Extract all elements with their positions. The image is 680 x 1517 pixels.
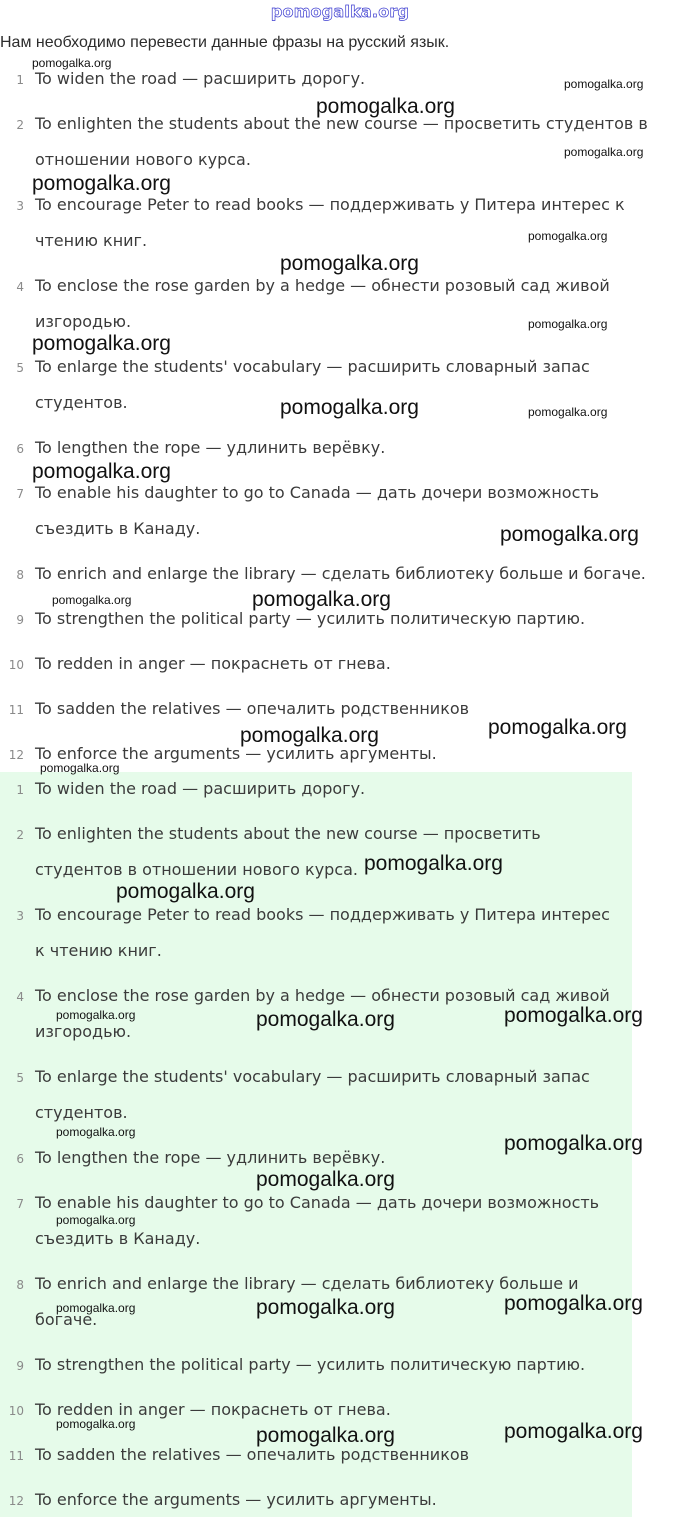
original-phrase-line: To enrich and enlarge the library — сделать библиотеку больше и богаче. [35, 564, 646, 583]
watermark-text-small: pomogalka.org [528, 317, 608, 331]
answer-phrase-line: To encourage Peter to read books — поддерживать у Питера интерес [35, 905, 610, 924]
answer-phrase-line: To enclose the rose garden by a hedge — обнести розовый сад живой [35, 986, 610, 1005]
answer-phrase-line: студентов в отношении нового курса. [35, 860, 359, 879]
answer-phrase-line: To enable his daughter to go to Canada — дать дочери возможность [35, 1193, 600, 1212]
answer-item-number: 2 [16, 828, 24, 842]
original-phrase-line: To lengthen the rope — удлинить верёвку. [35, 438, 386, 457]
watermark-text: pomogalka.org [256, 1424, 395, 1447]
watermark-text-small: pomogalka.org [528, 229, 608, 243]
watermark-text: pomogalka.org [32, 332, 171, 355]
watermark-text: pomogalka.org [32, 460, 171, 483]
original-phrase-line: отношении нового курса. [35, 150, 251, 169]
original-item-number: 3 [16, 199, 24, 213]
answer-item-number: 11 [8, 1449, 24, 1463]
watermark-text-small: pomogalka.org [564, 77, 644, 91]
watermark-text: pomogalka.org [32, 172, 171, 195]
watermark-text: pomogalka.org [504, 1004, 643, 1027]
original-item-number: 10 [8, 658, 24, 672]
original-item-number: 1 [16, 73, 24, 87]
original-phrase-line: студентов. [35, 393, 128, 412]
original-item-number: 7 [16, 487, 24, 501]
watermark-text: pomogalka.org [280, 396, 419, 419]
original-phrase-line: чтению книг. [35, 231, 148, 250]
original-phrase-line: To encourage Peter to read books — поддерживать у Питера интерес к [35, 195, 625, 214]
watermark-text-small: pomogalka.org [56, 1125, 136, 1139]
original-item-number: 4 [16, 280, 24, 294]
answer-item-number: 5 [16, 1071, 24, 1085]
watermark-text: pomogalka.org [504, 1132, 643, 1155]
watermark-text: pomogalka.org [116, 880, 255, 903]
watermark-text-small: pomogalka.org [56, 1213, 136, 1227]
original-item-number: 6 [16, 442, 24, 456]
intro-text: Нам необходимо перевести данные фразы на русский язык. [0, 34, 450, 51]
watermark-text: pomogalka.org [500, 523, 639, 546]
answer-item-number: 7 [16, 1197, 24, 1211]
watermark-text-small: pomogalka.org [32, 56, 112, 70]
watermark-text: pomogalka.org [256, 1008, 395, 1031]
watermark-text: pomogalka.org [240, 724, 379, 747]
original-item-number: 12 [8, 748, 24, 762]
original-phrase-line: съездить в Канаду. [35, 519, 201, 538]
watermark-text: pomogalka.org [364, 852, 503, 875]
original-phrase-line: To enforce the arguments — усилить аргументы. [35, 744, 437, 763]
watermark-text: pomogalka.org [316, 95, 455, 118]
answer-item-number: 4 [16, 990, 24, 1004]
original-phrase-line: To strengthen the political party — усилить политическую партию. [35, 609, 586, 628]
answer-phrase-line: To enlarge the students' vocabulary — расширить словарный запас [35, 1067, 590, 1086]
answer-item-number: 9 [16, 1359, 24, 1373]
answer-phrase-line: To sadden the relatives — опечалить родственников [35, 1445, 470, 1464]
original-item-number: 5 [16, 361, 24, 375]
answer-phrase-line: To enlighten the students about the new course — просветить [35, 824, 541, 843]
original-item-number: 9 [16, 613, 24, 627]
watermark-text: pomogalka.org [252, 588, 391, 611]
answer-phrase-line: To strengthen the political party — усилить политическую партию. [35, 1355, 586, 1374]
watermark-text: pomogalka.org [280, 252, 419, 275]
watermark-text-small: pomogalka.org [528, 405, 608, 419]
answer-phrase-line: к чтению книг. [35, 941, 162, 960]
answer-phrase-line: To redden in anger — покраснеть от гнева. [35, 1400, 391, 1419]
original-item-number: 2 [16, 118, 24, 132]
original-phrase-line: To enable his daughter to go to Canada — дать дочери возможность [35, 483, 600, 502]
watermark-text-small: pomogalka.org [564, 145, 644, 159]
watermark-text-small: pomogalka.org [56, 1301, 136, 1315]
answer-phrase-line: съездить в Канаду. [35, 1229, 201, 1248]
answer-item-number: 10 [8, 1404, 24, 1418]
answer-phrase-line: богаче. [35, 1310, 98, 1329]
answer-phrase-line: To enforce the arguments — усилить аргументы. [35, 1490, 437, 1509]
watermark-text: pomogalka.org [504, 1420, 643, 1443]
watermark-text: pomogalka.org [256, 1296, 395, 1319]
watermark-text-small: pomogalka.org [56, 1008, 136, 1022]
original-phrase-line: To redden in anger — покраснеть от гнева. [35, 654, 391, 673]
watermark-text-small: pomogalka.org [40, 761, 120, 775]
original-item-number: 11 [8, 703, 24, 717]
answer-phrase-line: To lengthen the rope — удлинить верёвку. [35, 1148, 386, 1167]
watermark-text-small: pomogalka.org [56, 1417, 136, 1431]
answer-phrase-line: студентов. [35, 1103, 128, 1122]
original-item-number: 8 [16, 568, 24, 582]
original-phrase-line: To enclose the rose garden by a hedge — обнести розовый сад живой [35, 276, 610, 295]
watermark-text: pomogalka.org [504, 1292, 643, 1315]
watermark-text: pomogalka.org [256, 1168, 395, 1191]
original-phrase-line: To widen the road — расширить дорогу. [35, 69, 366, 88]
answer-phrase-line: To enrich and enlarge the library — сделать библиотеку больше и [35, 1274, 579, 1293]
answer-item-number: 12 [8, 1494, 24, 1508]
answer-item-number: 6 [16, 1152, 24, 1166]
answer-phrase-line: изгородью. [35, 1022, 132, 1041]
answer-item-number: 3 [16, 909, 24, 923]
original-phrase-line: To enlarge the students' vocabulary — расширить словарный запас [35, 357, 590, 376]
watermark-text-small: pomogalka.org [52, 593, 132, 607]
original-phrase-line: To sadden the relatives — опечалить родственников [35, 699, 470, 718]
answer-item-number: 8 [16, 1278, 24, 1292]
site-header-logo[interactable]: pomogalka.org [270, 2, 410, 21]
watermark-text: pomogalka.org [488, 716, 627, 739]
answer-item-number: 1 [16, 783, 24, 797]
original-phrase-line: To enlighten the students about the new course — просветить студентов в [35, 114, 648, 133]
answer-phrase-line: To widen the road — расширить дорогу. [35, 779, 366, 798]
original-phrase-line: изгородью. [35, 312, 132, 331]
